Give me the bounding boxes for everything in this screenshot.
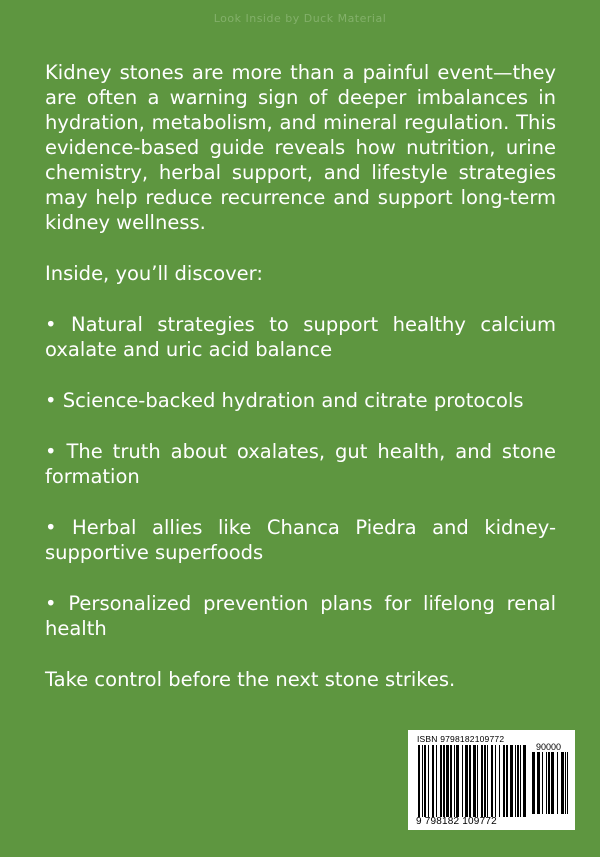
barcode-bar: [561, 752, 564, 814]
back-cover-copy: [45, 60, 556, 692]
watermark-text: Look Inside by Duck Material: [213, 12, 387, 25]
intro-paragraph: Kidney stones are more than a painful event—they are often a warning sign of deeper imbalances in hydration, metabolism, and mineral regulation. This evidence-based guide reveals how nutrition, urine chemistry, herbal support, and lifestyle strategies may help reduce recurrence and support long-term kidney wellness.: [45, 61, 556, 234]
barcode-bar: [432, 745, 434, 817]
call-to-action: Take control before the next stone strikes.: [45, 668, 456, 691]
barcode-bar: [440, 745, 442, 817]
barcode-bar: [443, 745, 445, 817]
barcode-bar: [503, 745, 505, 817]
lead-line: Inside, you’ll discover:: [45, 262, 263, 285]
barcode-bar: [418, 745, 420, 817]
barcode-bar: [510, 745, 513, 817]
barcode-bar: [446, 745, 449, 817]
isbn-label: ISBN 9798182109772: [417, 734, 505, 744]
barcode-bar: [542, 752, 543, 814]
bullet-item: • Natural strategies to support healthy calcium oxalate and uric acid balance: [45, 313, 556, 361]
bullet-item: • Personalized prevention plans for lifelong renal health: [45, 592, 556, 640]
barcode-bar: [565, 752, 566, 814]
barcode-bar: [532, 752, 535, 814]
barcode-bar: [499, 745, 500, 817]
barcode-bar: [454, 745, 455, 817]
bullet-item: • Herbal allies like Chanca Piedra and kidney-supportive superfoods: [45, 516, 556, 564]
barcode-bar: [523, 745, 526, 817]
barcode-bar: [506, 745, 508, 817]
barcode-digits: 9 798182 109772: [416, 816, 497, 827]
barcode-bar: [477, 745, 478, 817]
barcode-bar: [546, 752, 547, 814]
barcode-bar: [520, 745, 521, 817]
barcode-bar: [551, 752, 554, 814]
barcode-bar: [487, 745, 488, 817]
barcode-bar: [436, 745, 437, 817]
barcode-bar: [491, 745, 493, 817]
addon-barcode-bars: [532, 752, 568, 814]
barcode-bar: [481, 745, 483, 817]
barcode-bar: [424, 745, 426, 817]
barcode-bar: [428, 745, 429, 817]
barcode-bar: [473, 745, 476, 817]
barcode-bar: [495, 745, 496, 817]
barcode-bar: [462, 745, 463, 817]
bullet-item: • The truth about oxalates, gut health, and stone formation: [45, 440, 556, 488]
bullet-item: • Science-backed hydration and citrate protocols: [45, 389, 524, 412]
barcode-bar: [450, 745, 452, 817]
barcode-bars: [418, 745, 528, 817]
isbn-barcode: [408, 730, 575, 830]
barcode-bar: [422, 745, 423, 817]
barcode-bar: [484, 745, 486, 817]
barcode-bar: [567, 752, 568, 814]
barcode-bar: [456, 745, 459, 817]
barcode-bar: [548, 752, 550, 814]
price-code: 90000: [536, 742, 562, 752]
barcode-bar: [515, 745, 516, 817]
barcode-bar: [469, 745, 471, 817]
barcode-bar: [517, 745, 519, 817]
barcode-bar: [557, 752, 558, 814]
barcode-bar: [537, 752, 540, 814]
barcode-bar: [465, 745, 468, 817]
